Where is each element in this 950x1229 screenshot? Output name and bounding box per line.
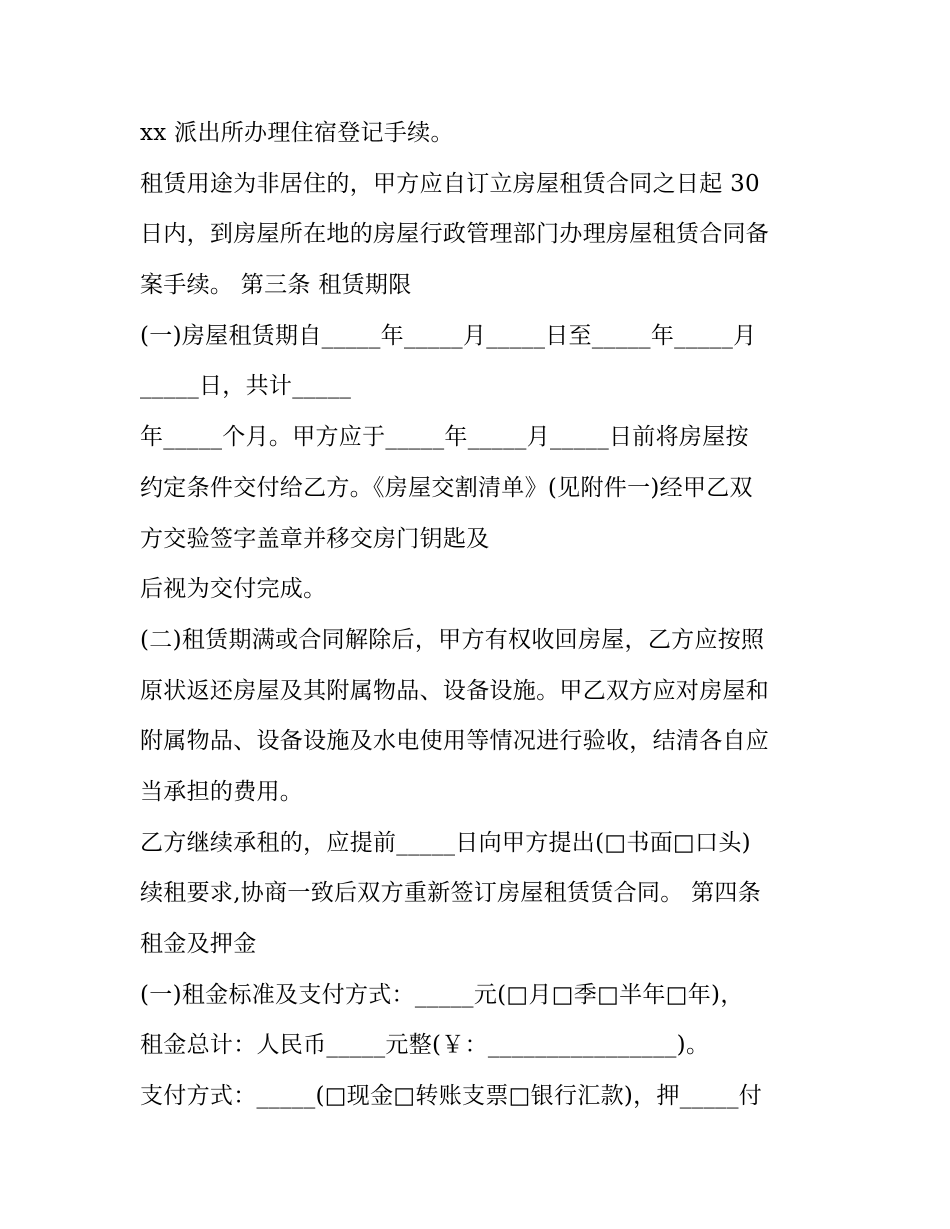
text-line: 租金及押金 (140, 931, 257, 957)
text-line: 年_____个月。甲方应于_____年_____月_____日前将房屋按 (140, 424, 749, 451)
text-line: (一)房屋租赁期自_____年_____月_____日至_____年_____月 (140, 322, 757, 349)
text-line: 乙方继续承租的，应提前_____日向甲方提出(□书面□口头) (140, 829, 751, 856)
text-line: 日内，到房屋所在地的房屋行政管理部门办理房屋租赁合同备 (140, 221, 770, 248)
text-line: 后视为交付完成。 (140, 576, 327, 603)
text-line: xx 派出所办理住宿登记手续。 (140, 120, 454, 146)
text-line: 租金总计：人民币_____元整(￥：________________)。 (140, 1032, 710, 1059)
contract-text (140, 108, 840, 1122)
text-line: 约定条件交付给乙方。《房屋交割清单》(见附件一)经甲乙双 (140, 474, 753, 501)
text-line: (二)租赁期满或合同解除后，甲方有权收回房屋，乙方应按照 (140, 626, 765, 653)
text-line: (一)租金标准及支付方式：_____元(□月□季□半年□年)， (140, 981, 744, 1008)
text-line: 原状返还房屋及其附属物品、设备设施。甲乙双方应对房屋和 (140, 677, 770, 704)
text-line: _____日，共计_____ (140, 373, 352, 400)
text-line: 租赁用途为非居住的，甲方应自订立房屋租赁合同之日起 30 (140, 170, 760, 197)
text-line: 案手续。 第三条 租赁期限 (140, 272, 412, 299)
text-line: 支付方式：_____(□现金□转账支票□银行汇款)，押_____付 (140, 1083, 763, 1110)
text-line: 当承担的费用。 (140, 778, 304, 805)
text-line: 方交验签字盖章并移交房门钥匙及 (140, 525, 490, 552)
text-line: 附属物品、设备设施及水电使用等情况进行验收，结清各自应 (140, 728, 770, 755)
text-line: 续租要求,协商一致后双方重新签订房屋租赁赁合同。 第四条 (140, 880, 762, 907)
